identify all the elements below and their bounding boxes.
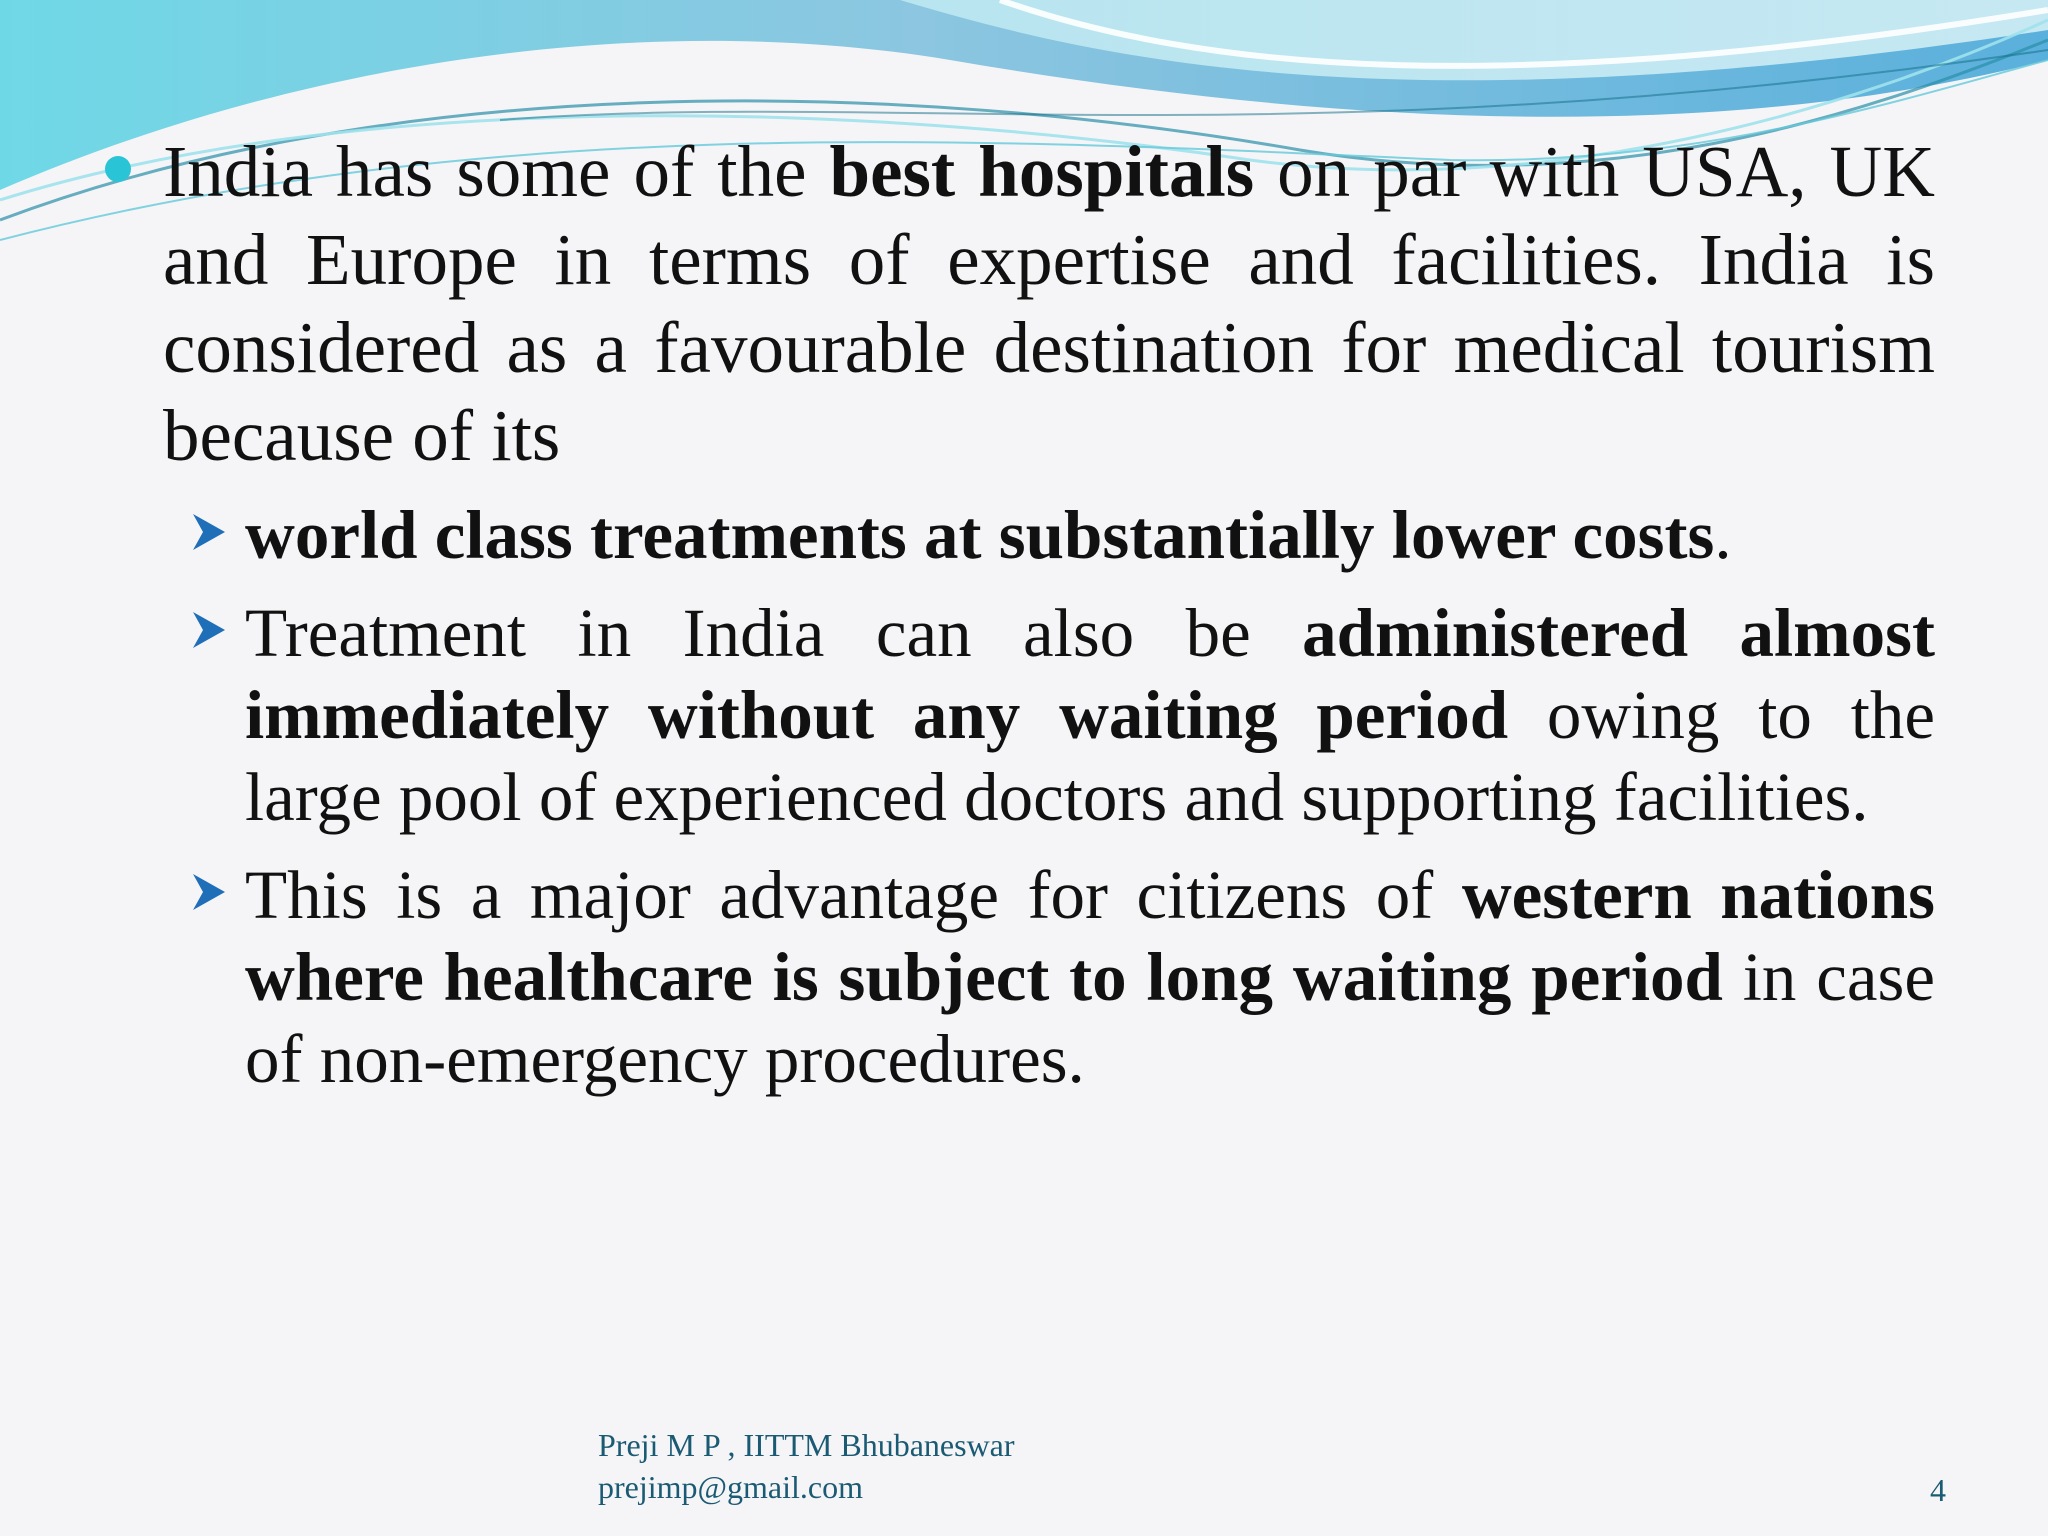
arrow-bullet-icon: [189, 510, 229, 554]
sub3-text-1: This is a major advantage for citizens of: [245, 857, 1462, 933]
footer-email: prejimp@gmail.com: [598, 1469, 863, 1505]
sub2-text-1: Treatment in India can also be: [245, 595, 1303, 671]
sub3-text-2: in case of non-emergency procedures.: [245, 939, 1936, 1097]
sub-bullet-2: [245, 592, 1935, 838]
page-number: 4: [1930, 1472, 1946, 1508]
sub-bullet-3: [245, 854, 1935, 1100]
slide-footer: [598, 1424, 1015, 1508]
sub2-text-2: owing to the large pool of experienced doctors and supporting facilities.: [245, 677, 1935, 835]
sub3-bold: western nations where healthcare is subject to long waiting period: [245, 857, 1935, 1015]
slide-body: [105, 128, 1935, 1116]
arrow-bullet-icon: [189, 608, 229, 652]
sub2-bold: administered almost immediately without any waiting period: [245, 595, 1935, 753]
sub1-bold: world class treatments at substantially lower costs: [245, 497, 1715, 573]
footer-author: Preji M P , IITTM Bhubaneswar: [598, 1427, 1015, 1463]
main-bold-1: best hospitals: [829, 131, 1255, 212]
main-text-1: India has some of the: [163, 131, 830, 212]
bullet-dot-icon: [105, 156, 131, 182]
sub1-text: .: [1714, 497, 1732, 573]
sub-bullet-1: [245, 494, 1935, 576]
main-text-2: on par with USA, UK and Europe in terms of expertise and facilities. India is considered as a favourable destination for medical tourism because of its: [163, 131, 1935, 476]
arrow-bullet-icon: [189, 870, 229, 914]
main-bullet-paragraph: [105, 128, 1935, 480]
sub-bullet-list: [105, 494, 1935, 1100]
